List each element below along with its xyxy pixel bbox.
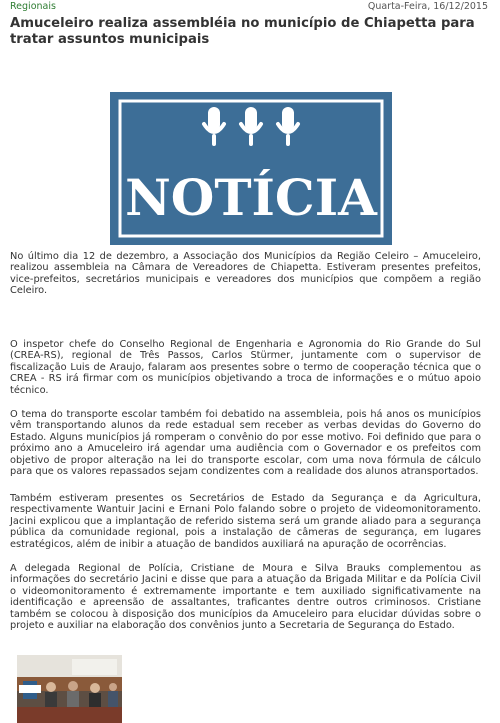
publish-date: Quarta-Feira, 16/12/2015 — [367, 1, 488, 12]
noticia-banner-graphic — [110, 92, 392, 245]
article-title: Amuceleiro realiza assembléia no município de Chiapetta para tratar assuntos municipais — [10, 16, 475, 47]
category-link[interactable]: Regionais — [10, 1, 56, 12]
article-paragraph-2: O inspetor chefe do Conselho Regional de Engenharia e Agronomia do Rio Grande do Sul (CREA-RS), regional de Três Passos, Carlos Stürmer, juntamente com o supervisor de fiscalização Luis de Araujo, falaram aos presentes sobre o termo de cooperação técnica que o CREA - RS irá firmar com os municípios objetivando a troca de informações e o mútuo apoio técnico. — [10, 339, 481, 396]
article-paragraph-3: O tema do transporte escolar também foi debatido na assembleia, pois há anos os municípios vêm transportando alunos da rede estadual sem receber as verbas devidas do Governo do Estado. Alguns municípios já romperam o convênio do por esse motivo. Foi definido que para o próximo ano a Amuceleiro irá agendar uma audiência com o Governador e os prefeitos com objetivo de propor alteração na lei do transporte escolar, com uma nova fórmula de cálculo para que os valores repassados sejam condizentes com a realidade dos alunos atransportados. — [10, 409, 481, 478]
noticia-banner-image — [110, 92, 392, 245]
article-paragraph-4: Também estiveram presentes os Secretários de Estado da Segurança e da Agricultura, respectivamente Wantuir Jacini e Ernani Polo falando sobre o projeto de videomonitoramento. Jacini explicou que a implantação de referido sistema será um grande aliado para a segurança pública da comunidade regional, pois a instalação de câmeras de segurança, em lugares estratégicos, além de inibir a atuação de bandidos auxiliará na apuração de ocorrências. — [10, 493, 481, 550]
article-paragraph-5: A delegada Regional de Polícia, Cristiane de Moura e Silva Brauks complementou as informações do secretário Jacini e disse que para a atuação da Brigada Militar e da Polícia Civil o videomonitoramento é extremamente importante e tem auxiliado significativamente na identificação e apreensão de assaltantes, traficantes dentre outros criminosos. Cristiane também se colocou à disposição dos municípios da Amuceleiro para elucidar dúvidas sobre o projeto e auxiliar na elaboração dos convênios junto a Secretaria de Segurança do Estado. — [10, 563, 481, 632]
article-photo-thumbnail[interactable] — [17, 655, 122, 723]
meeting-photo — [17, 655, 122, 723]
article-paragraph-1: No último dia 12 de dezembro, a Associação dos Municípios da Região Celeiro – Amuceleiro, realizou assembleia na Câmara de Vereadores de Chiapetta. Estiveram presentes prefeitos, vice-prefeitos, secretários municipais e vereadores dos municípios que compõem a região Celeiro. — [10, 251, 481, 297]
banner-text: NOTÍCIA — [125, 168, 377, 227]
article-header-bar — [10, 1, 488, 15]
